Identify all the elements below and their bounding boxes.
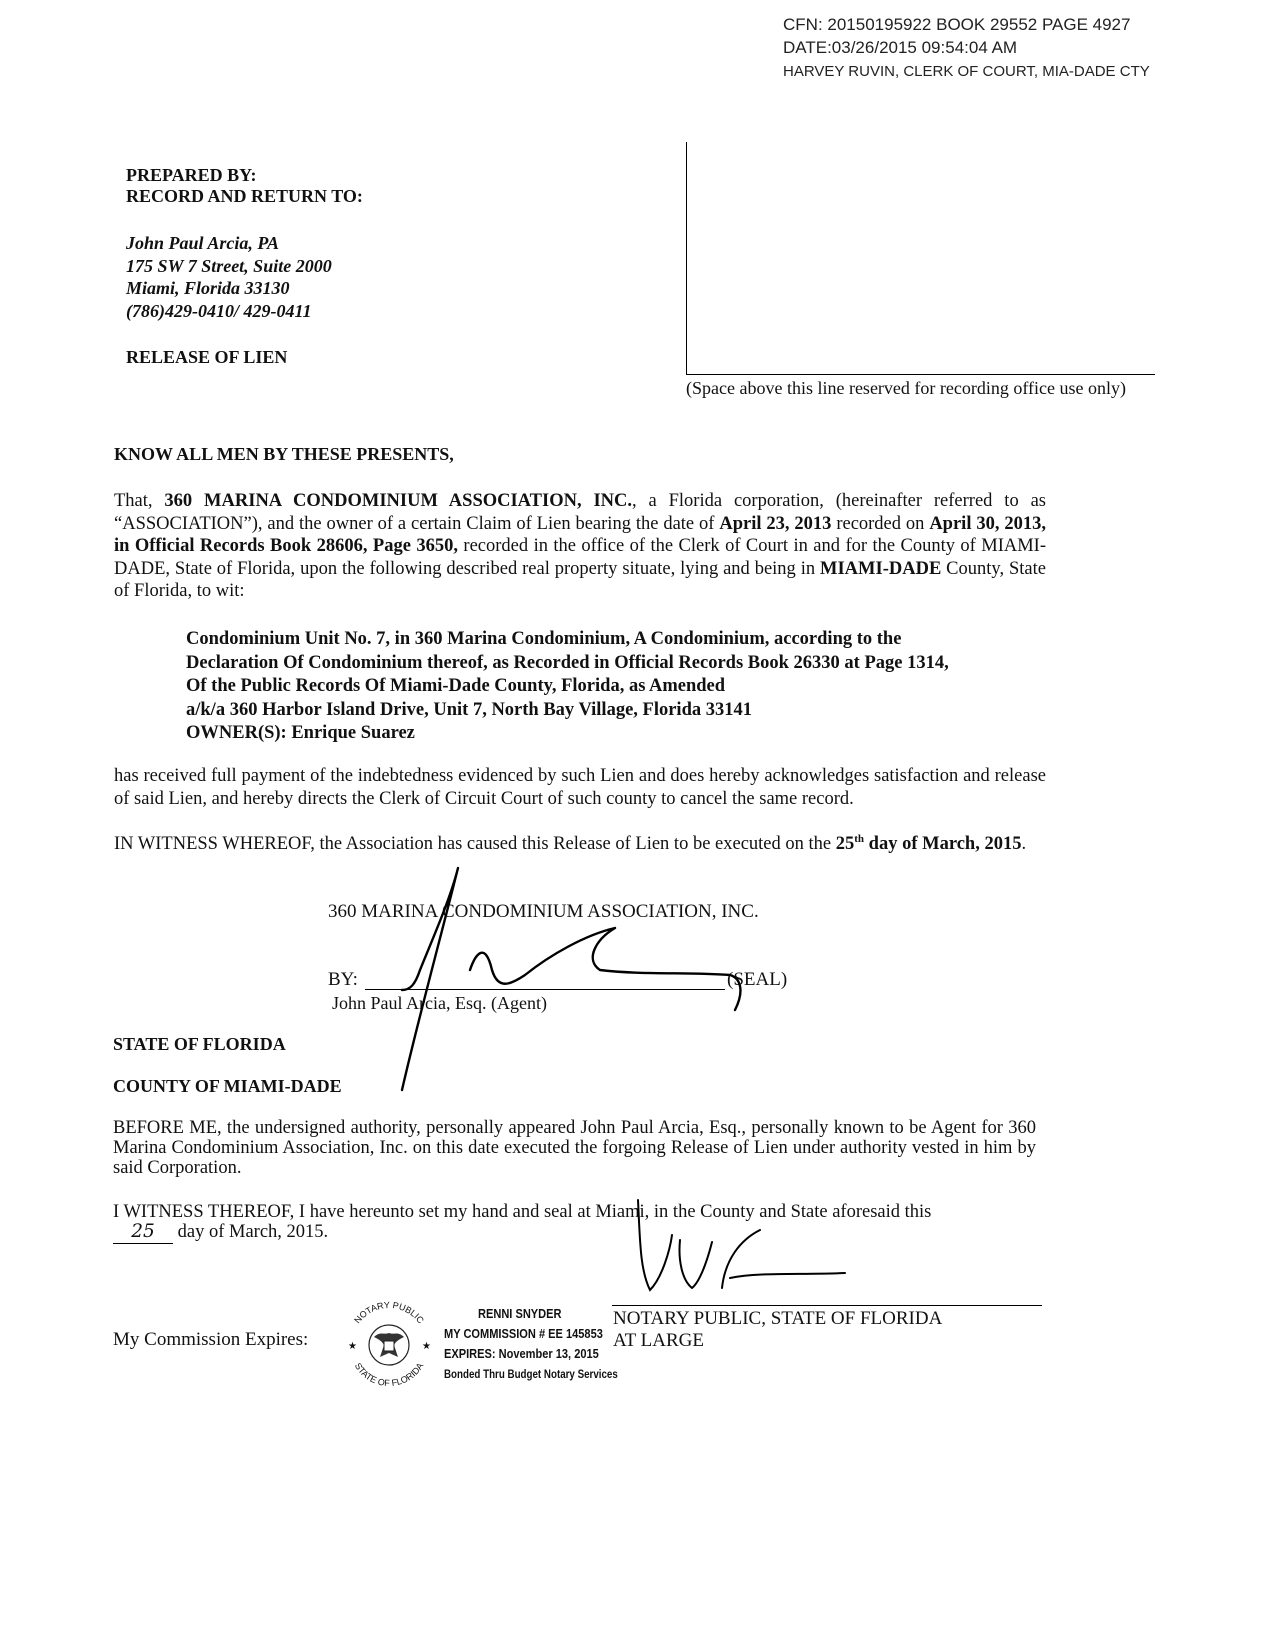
county-label: COUNTY OF MIAMI-DADE (113, 1076, 342, 1096)
recording-cfn: CFN: 20150195922 BOOK 29552 PAGE 4927 (783, 15, 1131, 34)
by-label: BY: (328, 969, 358, 990)
notary-paragraph: BEFORE ME, the undersigned authority, personally appeared John Paul Arcia, Esq., personally known to be Agent for 360 Marina Condominium Association, Inc. on this date executed the forgoing Release of Lien under authority vested in him by said Corporation. (113, 1118, 1036, 1178)
commission-label: My Commission Expires: (113, 1329, 309, 1350)
recording-box-left-line (686, 142, 687, 374)
notary-stamp-commission: MY COMMISSION # EE 145853 (444, 1326, 603, 1341)
main-paragraph: That, 360 MARINA CONDOMINIUM ASSOCIATION, INC., a Florida corporation, (hereinafter referred to as “ASSOCIATION”), and the owner of a certain Claim of Lien bearing the date of April 23, 2013 recorded on April 30, 2013, in Official Records Book 28606, Page 3650, recorded in the office of the Clerk of Court in and for the County of MIAMI-DADE, State of Florida, upon the following described real property situate, lying and being in MIAMI-DADE County, State of Florida, to wit: (114, 491, 1046, 601)
seal-top-text: NOTARY PUBLIC (352, 1299, 426, 1326)
notary-signature (610, 1180, 870, 1310)
execution-day: 25 (835, 834, 855, 854)
notary-witness-line1: I WITNESS THEREOF, I have hereunto set my hand and seal at Miami, in the County and State aforesaid this (113, 1202, 932, 1222)
notary-stamp-bonded: Bonded Thru Budget Notary Services (444, 1369, 618, 1381)
handwritten-day: 25 (113, 1221, 173, 1244)
execution-date: March, 2015 (922, 834, 1022, 854)
recording-date: DATE:03/26/2015 09:54:04 AM (783, 38, 1018, 57)
seal-bottom-text: STATE OF FLORIDA (352, 1361, 426, 1389)
preparer-phone: (786)429-0410/ 429-0411 (126, 301, 312, 321)
signer-name: John Paul Arcia, Esq. (Agent) (332, 993, 547, 1013)
notary-seal-icon (338, 1297, 440, 1389)
witness-paragraph: IN WITNESS WHEREOF, the Association has caused this Release of Lien to be executed on the 25th day of March, 2015. (114, 832, 1027, 854)
record-return-label: RECORD AND RETURN TO: (126, 186, 363, 206)
legal-line: Declaration Of Condominium thereof, as Recorded in Official Records Book 26330 at Page 1314, (186, 652, 949, 673)
legal-line: a/k/a 360 Harbor Island Drive, Unit 7, North Bay Village, Florida 33141 (186, 699, 752, 720)
legal-description (186, 628, 949, 746)
svg-text:★: ★ (348, 1341, 357, 1352)
preparer-city: Miami, Florida 33130 (126, 278, 290, 298)
document-title: RELEASE OF LIEN (126, 347, 288, 367)
lien-date: April 23, 2013 (719, 513, 832, 534)
intro-heading: KNOW ALL MEN BY THESE PRESENTS, (114, 444, 454, 464)
svg-text:NOTARY PUBLIC (352, 1300, 426, 1326)
recording-clerk: HARVEY RUVIN, CLERK OF COURT, MIA-DADE CTY (783, 63, 1150, 80)
notary-title-line1: NOTARY PUBLIC, STATE OF FLORIDA (613, 1308, 943, 1329)
notary-stamp-expires: EXPIRES: November 13, 2015 (444, 1346, 599, 1361)
county-name: MIAMI-DADE (820, 558, 942, 579)
signature-entity: 360 MARINA CONDOMINIUM ASSOCIATION, INC. (328, 901, 759, 922)
seal-label: (SEAL) (727, 969, 788, 990)
notary-stamp-name: RENNI SNYDER (478, 1306, 562, 1321)
notary-witness-line2: 25 day of March, 2015. (113, 1221, 328, 1244)
agent-signature (380, 860, 760, 1100)
notary-signature-line (612, 1305, 1042, 1306)
preparer-street: 175 SW 7 Street, Suite 2000 (126, 256, 332, 276)
state-label: STATE OF FLORIDA (113, 1034, 286, 1054)
svg-text:★: ★ (422, 1341, 431, 1352)
legal-line: Of the Public Records Of Miami-Dade County, Florida, as Amended (186, 676, 726, 696)
notary-title-line2: AT LARGE (613, 1330, 704, 1351)
preparer-name: John Paul Arcia, PA (126, 233, 280, 253)
recording-box-bottom-line (686, 374, 1155, 375)
association-name: 360 MARINA CONDOMINIUM ASSOCIATION, INC. (164, 491, 633, 511)
legal-line: OWNER(S): Enrique Suarez (186, 723, 415, 743)
recorded-info: April 30, 2013, in Official Records Book 28606, Page 3650, (114, 513, 1046, 556)
recording-space-note: (Space above this line reserved for recording office use only) (686, 378, 1126, 398)
prepared-by-label: PREPARED BY: (126, 165, 257, 185)
legal-line: Condominium Unit No. 7, in 360 Marina Condominium, A Condominium, according to the (186, 629, 902, 649)
payment-paragraph: has received full payment of the indebtedness evidenced by such Lien and does hereby acknowledges satisfaction and release of said Lien, and hereby directs the Clerk of Circuit Court of such county to cancel the same record. (114, 766, 1046, 809)
